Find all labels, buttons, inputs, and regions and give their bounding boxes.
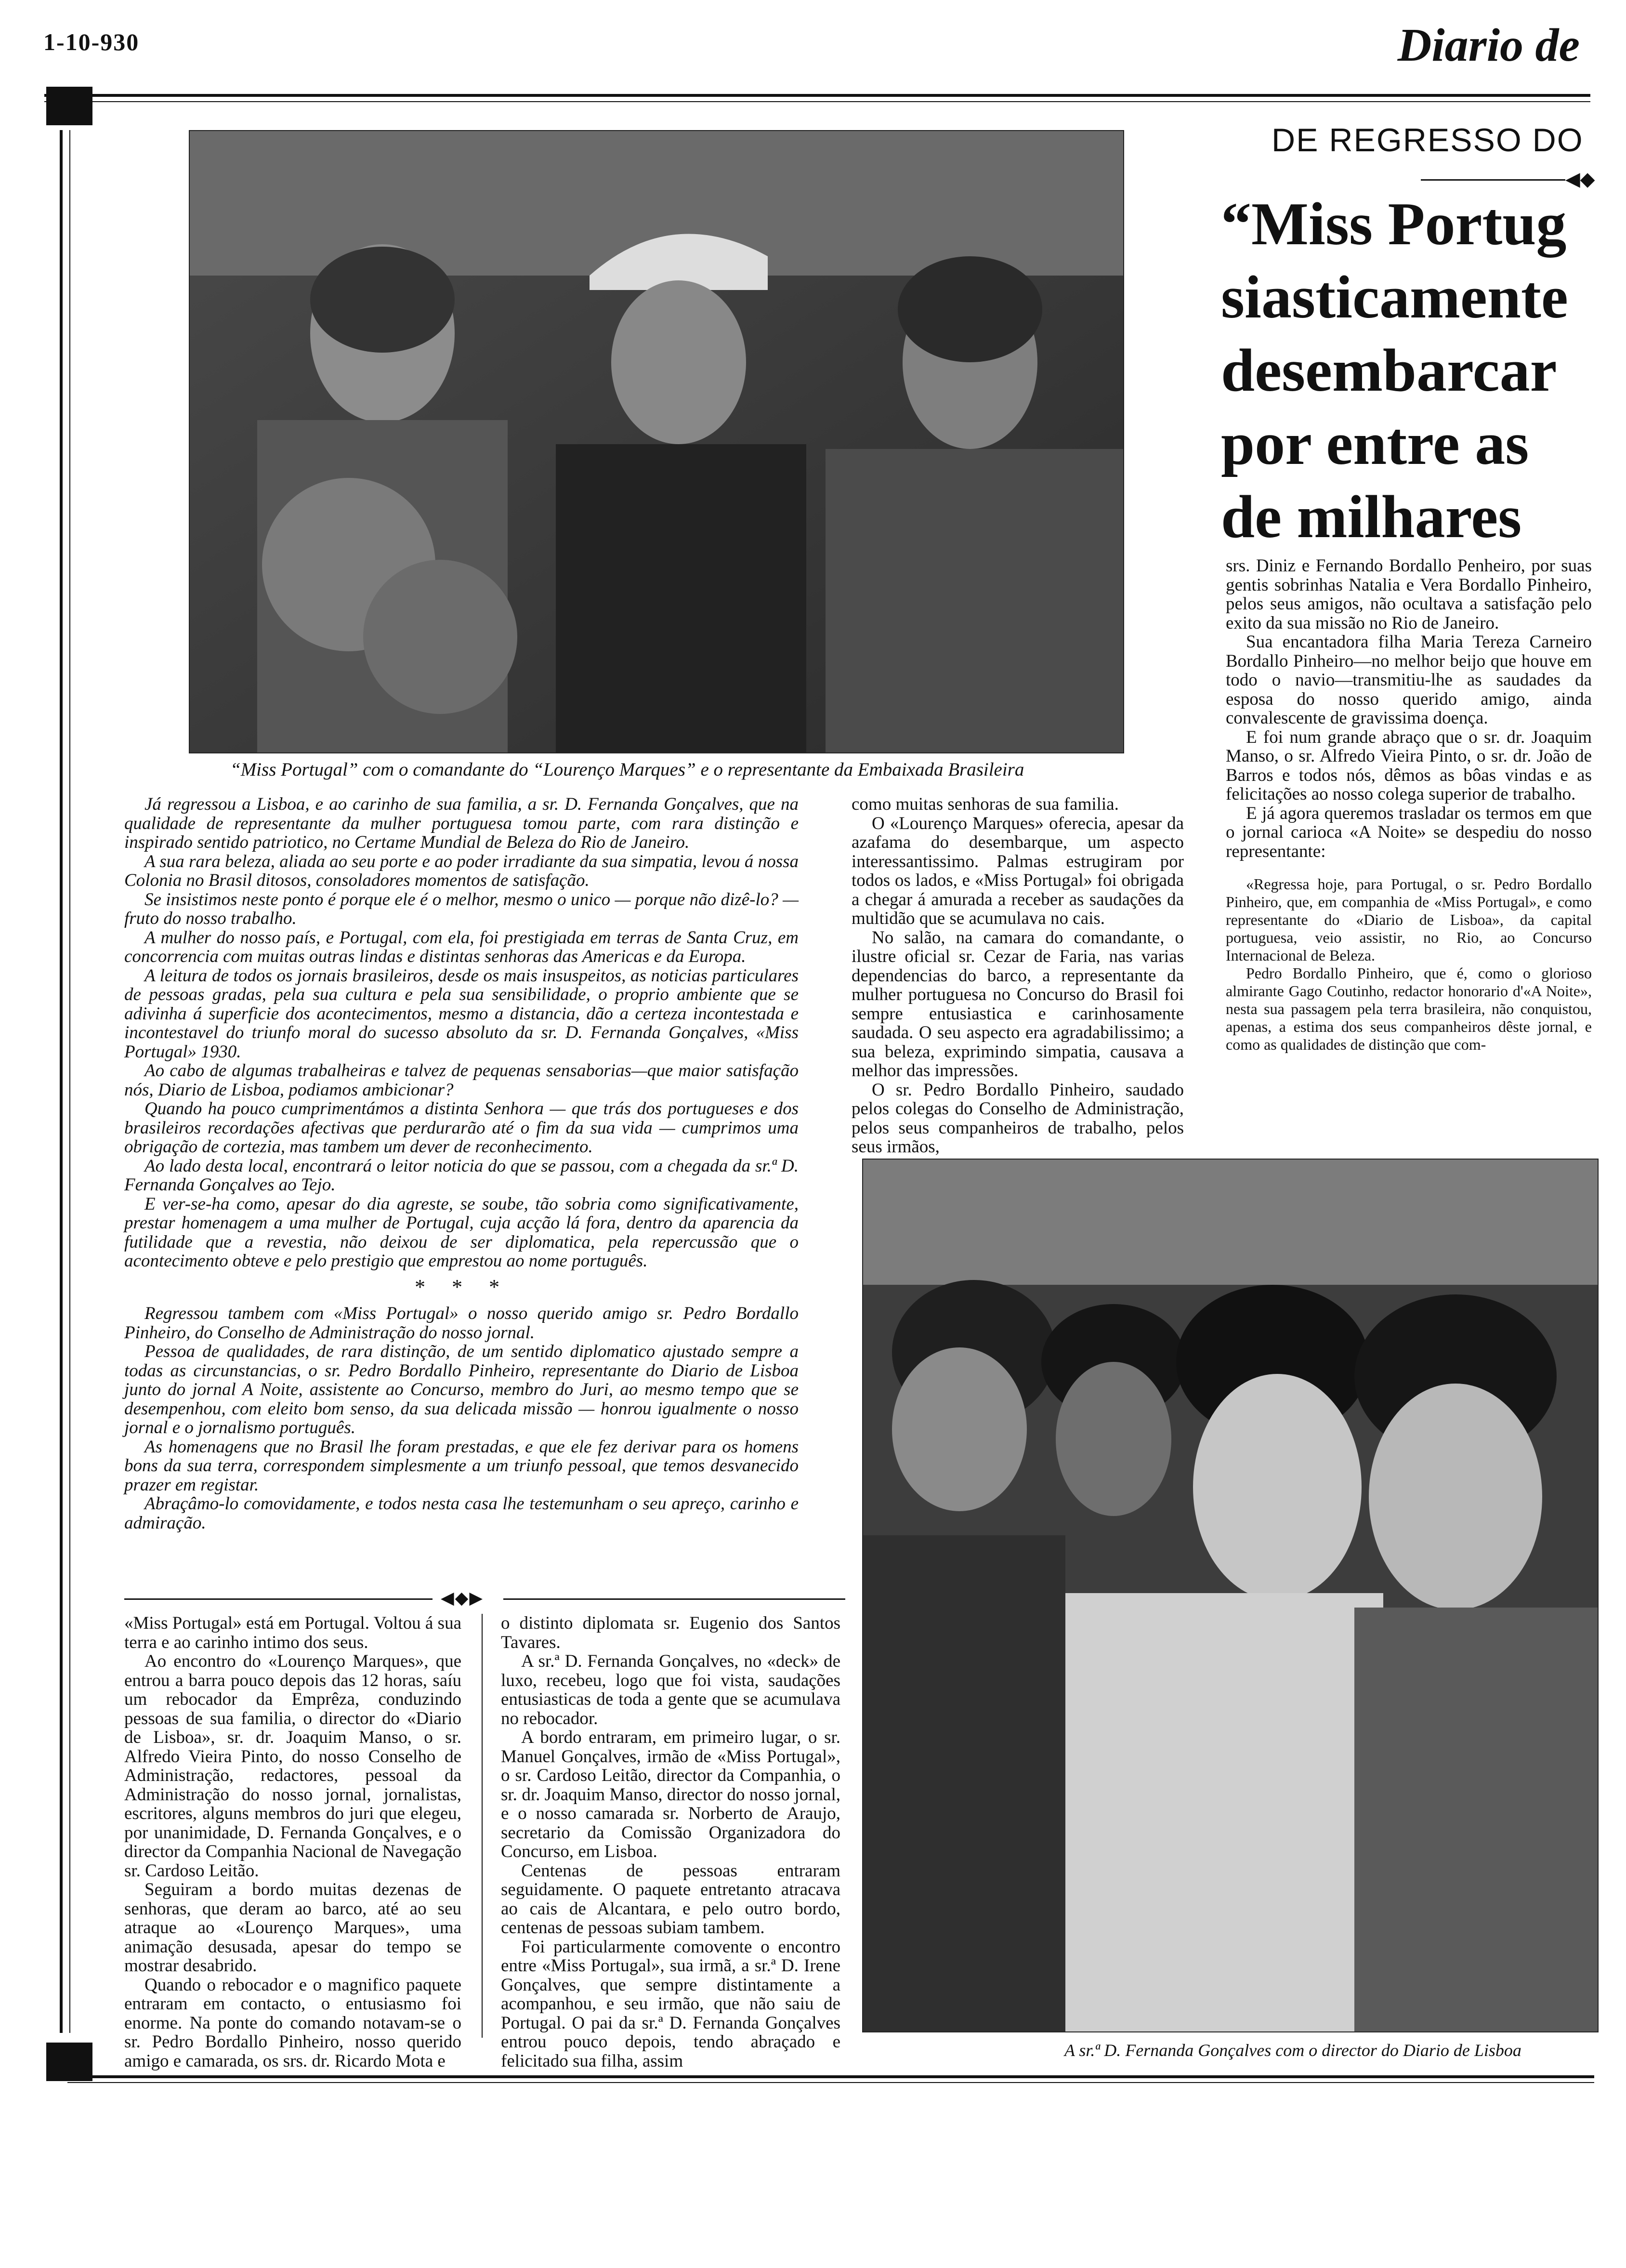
paragraph: Ao lado desta local, encontrará o leitor noticia do que se passou, com a chegada da sr.ª D. Fernanda Gonçalves ao Tejo. [124, 1156, 799, 1195]
paragraph: A bordo entraram, em primeiro lugar, o sr. Manuel Gonçalves, irmão de «Miss Portugal», o sr. Cardoso Leitão, director da Companhia, o sr. dr. Joaquim Manso, director do nosso jornal, e o nosso camarada sr. Norberto de Araujo, secretario da Comissão Organizadora do Concurso, em Lisboa. [501, 1727, 840, 1861]
page-corner-mark-top [46, 87, 92, 125]
paragraph: Regressou tambem com «Miss Portugal» o nosso querido amigo sr. Pedro Bordallo Pinheiro, do Conselho de Administração do nosso jornal. [124, 1304, 799, 1343]
mid-column [852, 795, 1184, 1157]
top-photo [189, 130, 1124, 753]
masthead: Diario de [1397, 19, 1580, 71]
paragraph: «Miss Portugal» está em Portugal. Voltou á sua terra e ao carinho intimo dos seus. [124, 1613, 461, 1652]
footer-rule-thin [67, 2082, 1594, 2083]
headline-line: siasticamente [1221, 264, 1568, 331]
kicker-ornament-icon: ◀◆ [1565, 168, 1595, 190]
paragraph: E ver-se-ha como, apesar do dia agreste, se soube, tão sobria como significativamente, prestar homenagem a uma mulher de Portugal, cuja acção lá fora, dentro da aparencia da futilidade que a revestia, não deixou de ser diplomatica, pela repercussão que o acontecimento obteve e pelo prestigio que emprestou ao nome português. [124, 1194, 799, 1271]
quote-paragraph: «Regressa hoje, para Portugal, o sr. Pedro Bordallo Pinheiro, que, em companhia de «Miss Portugal», e como representante do «Diario de Lisboa», da capital portuguesa, veio assistir, no Rio, ao Concurso Internacional de Beleza. [1226, 875, 1592, 964]
page-corner-mark-bottom [46, 2043, 92, 2081]
headline [1221, 188, 1597, 554]
paragraph: o distinto diplomata sr. Eugenio dos Santos Tavares. [501, 1613, 840, 1652]
paragraph: O sr. Pedro Bordallo Pinheiro, saudado pelos colegas do Conselho de Administração, pelos seus companheiros de trabalho, pelos seus irmãos, [852, 1080, 1184, 1157]
paragraph: Seguiram a bordo muitas dezenas de senhoras, que deram ao barco, até ao seu atraque ao «Lourenço Marques», uma animação desusada, apesar do tempo se mostrar desabrido. [124, 1880, 461, 1976]
bottom-column-2 [501, 1614, 840, 2070]
header-rule-thin [44, 101, 1590, 102]
paragraph: srs. Diniz e Fernando Bordallo Penheiro, por suas gentis sobrinhas Natalia e Vera Bordallo Pinheiro, pelos seus amigos, não ocultava a satisfação pelo exito da sua missão no Rio de Janeiro. [1226, 556, 1592, 633]
article-kicker: DE REGRESSO DO [1272, 122, 1584, 158]
footer-rule [67, 2075, 1594, 2078]
top-photo-caption: “Miss Portugal” com o comandante do “Lourenço Marques” e o representante da Embaixada Brasileira [230, 759, 1024, 780]
paragraph: Se insistimos neste ponto é porque ele é o melhor, mesmo o unico — porque não dizê-lo? — fruto do nosso trabalho. [124, 889, 799, 928]
left-border-rule-inner [69, 130, 70, 2033]
paragraph: Centenas de pessoas entraram seguidamente. O paquete entretanto atracava ao cais de Alcantara, e pelo outro bordo, centenas de pessoas subiam tambem. [501, 1860, 840, 1938]
paragraph: E foi num grande abraço que o sr. dr. Joaquim Manso, o sr. Alfredo Vieira Pinto, o sr. dr. João de Barros e todos nós, dêmos as bôas vindas e as felicitações ao nosso colega superior de trabalho. [1226, 727, 1592, 804]
quote-paragraph: Pedro Bordallo Pinheiro, que é, como o glorioso almirante Gago Coutinho, redactor honorario d'«A Noite», nesta sua passagem pela terra brasileira, não conquistou, apenas, a estima dos seus companheiros dêste jornal, e como as qualidades de distinção que com- [1226, 964, 1592, 1053]
bottom-photo-caption: A sr.ª D. Fernanda Gonçalves com o director do Diario de Lisboa [1064, 2041, 1521, 2060]
section-divider-ornament: ◀◆▶ [441, 1588, 484, 1608]
paragraph: Ao encontro do «Lourenço Marques», que entrou a barra pouco depois das 12 horas, saíu um rebocador da Emprêza, conduzindo pessoas de sua familia, o director do «Diario de Lisboa», sr. dr. Joaquim Manso, o sr. Alfredo Vieira Pinto, do nosso Conselho de Administração, redactores, pessoal da Administração do nosso jornal, jornalistas, escritores, alguns membros do juri que elegeu, por unanimidade, D. Fernanda Gonçalves, e o director da Companhia Nacional de Navegação sr. Cardoso Leitão. [124, 1651, 461, 1881]
page-date: 1-10-930 [43, 28, 140, 55]
paragraph: A sua rara beleza, aliada ao seu porte e ao poder irradiante da sua simpatia, levou á nossa Colonia no Brasil ditosos, consoladores momentos de satisfação. [124, 851, 799, 890]
headline-line: por entre as [1221, 410, 1529, 477]
paragraph: Quando o rebocador e o magnifico paquete entraram em contacto, o entusiasmo foi enorme. Na ponte do comando notavam-se o sr. Pedro Bordallo Pinheiro, nosso querido amigo e camarada, os srs. dr. Ricardo Mota e [124, 1975, 461, 2071]
section-divider-left [124, 1598, 433, 1600]
column-rule [482, 1614, 483, 2038]
left-border-rule [60, 130, 63, 2033]
paragraph: A mulher do nosso país, e Portugal, com ela, foi prestigiada em terras de Santa Cruz, em concorrencia com muitas outras lindas e distintas senhoras das Americas e da Europa. [124, 927, 799, 966]
paragraph: Foi particularmente comovente o encontro entre «Miss Portugal», sua irmã, a sr.ª D. Irene Gonçalves, que sempre distintamente a acompanhou, e seu irmão, que não saiu de Portugal. O pai da sr.ª D. Fernanda Gonçalves entrou pouco depois, tendo abraçado e felicitado sua filha, assim [501, 1937, 840, 2071]
headline-line: “Miss Portug [1221, 191, 1567, 258]
paragraph: No salão, na camara do comandante, o ilustre oficial sr. Cezar de Faria, nas varias dependencias do barco, a representante da mulher portuguesa no Concurso do Brasil foi sempre entusiastica e carinhosamente saudada. O seu aspecto era agradabilissimo; a sua beleza, exprimindo simpatia, causava a melhor das impressões. [852, 927, 1184, 1081]
kicker-rule [1421, 179, 1565, 181]
section-divider-right [503, 1598, 845, 1600]
paragraph: Ao cabo de algumas trabalheiras e talvez de pequenas sensaborias—que maior satisfação nós, Diario de Lisboa, podiamos ambicionar? [124, 1061, 799, 1100]
paragraph: A sr.ª D. Fernanda Gonçalves, no «deck» de luxo, recebeu, logo que foi vista, saudações entusiasticas de toda a gente que se acumulava no rebocador. [501, 1651, 840, 1728]
headline-line: de milhares [1221, 484, 1522, 551]
right-column [1226, 556, 1592, 1054]
paragraph: Já regressou a Lisboa, e ao carinho de sua familia, a sr. D. Fernanda Gonçalves, que na qualidade de representante da mulher portuguesa tomou parte, com rara distinção e inspirado sentido patriotico, no Certame Mundial de Beleza do Rio de Janeiro. [124, 794, 799, 852]
header-rule [44, 94, 1590, 97]
paragraph: Pessoa de qualidades, de rara distinção, de um sentido diplomatico ajustado sempre a todas as circunstancias, o sr. Pedro Bordallo Pinheiro, representante do Diario de Lisboa junto do jornal A Noite, assistente ao Concurso, membro do Juri, ao mesmo tempo que se desempenhou, com eleito bom senso, da sua delicada missão — honrou igualmente o nosso jornal e o jornalismo português. [124, 1342, 799, 1437]
paragraph: O «Lourenço Marques» oferecia, apesar da azafama do desembarque, um aspecto interessantissimo. Palmas estrugiram por todos os lados, e «Miss Portugal» foi obrigada a chegar á amurada a receber as saudações da multidão que se acumulava no cais. [852, 813, 1184, 928]
bottom-photo [862, 1159, 1599, 2032]
bottom-column-1 [124, 1614, 461, 2070]
paragraph: As homenagens que no Brasil lhe foram prestadas, e que ele fez derivar para os homens bons da sua terra, correspondem simplesmente a um triunfo pessoal, que temos desvanecido prazer em registar. [124, 1437, 799, 1495]
paragraph: como muitas senhoras de sua familia. [852, 794, 1119, 814]
paragraph: A leitura de todos os jornais brasileiros, desde os mais insuspeitos, as noticias particulares de pessoas gradas, pela sua cultura e pela sua sensibilidade, o proprio ambiente que se adivinha á superficie dos acontecimentos, mesmo a distancia, dão a certeza incontestada e incontestavel do triunfo moral do sucesso absoluto da sr. D. Fernanda Gonçalves, «Miss Portugal» 1930. [124, 965, 799, 1062]
paragraph: Sua encantadora filha Maria Tereza Carneiro Bordallo Pinheiro—no melhor beijo que houve em todo o navio—transmitiu-lhe as saudades da esposa do nosso querido amigo, ainda convalescente de gravissima doença. [1226, 632, 1592, 728]
paragraph: E já agora queremos trasladar os termos em que o jornal carioca «A Noite» se despediu do nosso representante: [1226, 803, 1592, 861]
intro-editorial [124, 795, 799, 1532]
section-stars: * * * [414, 1275, 509, 1299]
paragraph: Abraçâmo-lo comovidamente, e todos nesta casa lhe testemunham o seu apreço, carinho e admiração. [124, 1494, 799, 1533]
headline-line: desembarcar [1221, 337, 1557, 404]
paragraph: Quando ha pouco cumprimentámos a distinta Senhora — que trás dos portugueses e dos brasileiros recordações afectivas que perdurarão até o fim da sua vida — cumprimos uma obrigação de cortezia, mas tambem um dever de reconhecimento. [124, 1099, 799, 1157]
